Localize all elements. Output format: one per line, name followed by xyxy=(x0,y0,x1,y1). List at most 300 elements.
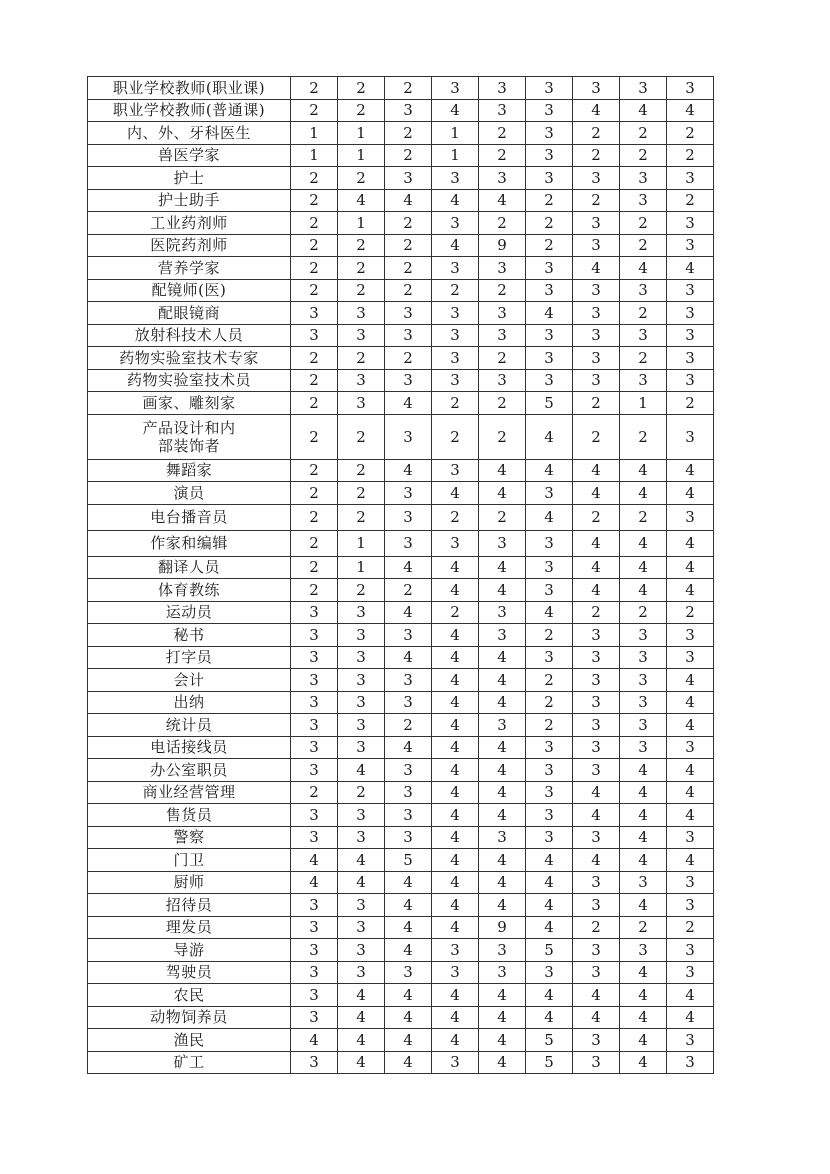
score-cell: 3 xyxy=(479,939,526,962)
score-cell: 3 xyxy=(338,646,385,669)
score-cell: 3 xyxy=(432,1051,479,1074)
score-cell: 4 xyxy=(432,804,479,827)
score-cell: 3 xyxy=(526,144,573,167)
score-cell: 9 xyxy=(479,234,526,257)
table-row xyxy=(88,189,714,212)
occupation-name-cell: 售货员 xyxy=(88,804,291,827)
score-cell: 3 xyxy=(526,826,573,849)
score-cell: 3 xyxy=(573,324,620,347)
score-cell: 4 xyxy=(620,482,667,505)
score-cell: 3 xyxy=(291,714,338,737)
score-cell: 3 xyxy=(573,77,620,100)
table-row xyxy=(88,167,714,190)
score-cell: 3 xyxy=(573,759,620,782)
score-cell: 2 xyxy=(479,392,526,415)
score-cell: 2 xyxy=(385,347,432,370)
score-cell: 3 xyxy=(479,961,526,984)
table-row xyxy=(88,77,714,100)
score-cell: 3 xyxy=(667,77,714,100)
score-cell: 4 xyxy=(385,459,432,482)
score-cell: 2 xyxy=(573,144,620,167)
score-cell: 3 xyxy=(479,369,526,392)
score-cell: 4 xyxy=(432,826,479,849)
score-cell: 2 xyxy=(291,369,338,392)
score-cell: 4 xyxy=(573,99,620,122)
score-cell: 2 xyxy=(291,212,338,235)
score-cell: 4 xyxy=(385,1006,432,1029)
score-cell: 4 xyxy=(291,1029,338,1052)
score-cell: 3 xyxy=(291,601,338,624)
score-cell: 4 xyxy=(479,482,526,505)
score-cell: 3 xyxy=(526,257,573,280)
occupation-name-cell: 渔民 xyxy=(88,1029,291,1052)
table-row xyxy=(88,347,714,370)
score-cell: 3 xyxy=(432,167,479,190)
score-cell: 3 xyxy=(526,77,573,100)
score-cell: 2 xyxy=(291,459,338,482)
score-cell: 2 xyxy=(385,122,432,145)
score-cell: 3 xyxy=(432,530,479,556)
table-row xyxy=(88,1006,714,1029)
score-cell: 2 xyxy=(620,234,667,257)
score-cell: 4 xyxy=(573,556,620,579)
score-cell: 3 xyxy=(385,504,432,530)
score-cell: 3 xyxy=(667,961,714,984)
score-cell: 4 xyxy=(620,781,667,804)
score-cell: 3 xyxy=(385,302,432,325)
score-cell: 4 xyxy=(667,99,714,122)
score-cell: 3 xyxy=(291,826,338,849)
score-cell: 4 xyxy=(573,579,620,602)
score-cell: 4 xyxy=(338,1051,385,1074)
occupation-name-cell: 护士助手 xyxy=(88,189,291,212)
score-cell: 3 xyxy=(573,347,620,370)
score-cell: 3 xyxy=(573,279,620,302)
score-cell: 4 xyxy=(526,984,573,1007)
score-cell: 3 xyxy=(526,324,573,347)
score-cell: 2 xyxy=(291,167,338,190)
score-cell: 4 xyxy=(573,530,620,556)
occupation-name-cell: 动物饲养员 xyxy=(88,1006,291,1029)
score-cell: 4 xyxy=(291,871,338,894)
occupation-name-cell: 体育教练 xyxy=(88,579,291,602)
score-cell: 2 xyxy=(291,392,338,415)
score-cell: 3 xyxy=(291,984,338,1007)
score-cell: 3 xyxy=(432,961,479,984)
score-cell: 3 xyxy=(667,167,714,190)
score-cell: 3 xyxy=(291,961,338,984)
score-cell: 4 xyxy=(385,1029,432,1052)
score-cell: 3 xyxy=(385,167,432,190)
score-cell: 2 xyxy=(620,302,667,325)
score-cell: 4 xyxy=(667,257,714,280)
score-cell: 3 xyxy=(573,691,620,714)
score-cell: 3 xyxy=(385,691,432,714)
score-cell: 2 xyxy=(573,916,620,939)
score-cell: 3 xyxy=(338,804,385,827)
score-cell: 3 xyxy=(291,894,338,917)
occupation-name-cell: 警察 xyxy=(88,826,291,849)
score-cell: 4 xyxy=(620,99,667,122)
score-cell: 3 xyxy=(385,669,432,692)
occupation-name-cell: 医院药剂师 xyxy=(88,234,291,257)
score-cell: 3 xyxy=(338,601,385,624)
score-cell: 3 xyxy=(620,714,667,737)
table-row xyxy=(88,414,714,459)
score-cell: 3 xyxy=(291,669,338,692)
score-cell: 3 xyxy=(338,302,385,325)
occupation-name-cell: 电台播音员 xyxy=(88,504,291,530)
score-cell: 2 xyxy=(338,234,385,257)
score-cell: 3 xyxy=(526,759,573,782)
score-cell: 3 xyxy=(620,871,667,894)
score-cell: 3 xyxy=(479,257,526,280)
score-cell: 4 xyxy=(526,414,573,459)
score-cell: 3 xyxy=(526,556,573,579)
table-row xyxy=(88,624,714,647)
score-cell: 4 xyxy=(479,759,526,782)
score-cell: 3 xyxy=(385,414,432,459)
score-cell: 4 xyxy=(385,556,432,579)
table-row xyxy=(88,99,714,122)
score-cell: 3 xyxy=(620,167,667,190)
score-cell: 3 xyxy=(526,279,573,302)
score-cell: 4 xyxy=(338,189,385,212)
score-cell: 4 xyxy=(432,579,479,602)
score-cell: 3 xyxy=(291,324,338,347)
score-cell: 2 xyxy=(479,414,526,459)
score-cell: 3 xyxy=(479,624,526,647)
score-cell: 2 xyxy=(291,579,338,602)
score-cell: 3 xyxy=(432,77,479,100)
score-cell: 2 xyxy=(291,77,338,100)
score-cell: 4 xyxy=(573,482,620,505)
score-cell: 3 xyxy=(526,646,573,669)
score-cell: 3 xyxy=(385,99,432,122)
score-cell: 3 xyxy=(667,736,714,759)
score-cell: 3 xyxy=(667,347,714,370)
score-cell: 4 xyxy=(385,601,432,624)
score-cell: 3 xyxy=(573,939,620,962)
score-cell: 2 xyxy=(338,459,385,482)
table-row xyxy=(88,714,714,737)
score-cell: 2 xyxy=(667,144,714,167)
table-row xyxy=(88,302,714,325)
score-cell: 4 xyxy=(432,646,479,669)
score-cell: 3 xyxy=(620,646,667,669)
score-cell: 2 xyxy=(432,601,479,624)
score-cell: 4 xyxy=(620,1006,667,1029)
occupation-name-cell: 电话接线员 xyxy=(88,736,291,759)
score-cell: 4 xyxy=(479,781,526,804)
table-row xyxy=(88,601,714,624)
score-cell: 3 xyxy=(620,669,667,692)
score-cell: 3 xyxy=(573,167,620,190)
score-cell: 3 xyxy=(479,167,526,190)
occupation-name-cell: 统计员 xyxy=(88,714,291,737)
score-cell: 4 xyxy=(479,1006,526,1029)
score-cell: 2 xyxy=(291,279,338,302)
score-cell: 4 xyxy=(667,482,714,505)
table-row xyxy=(88,984,714,1007)
score-cell: 3 xyxy=(385,961,432,984)
score-cell: 4 xyxy=(573,781,620,804)
score-cell: 4 xyxy=(432,759,479,782)
score-cell: 4 xyxy=(667,781,714,804)
occupation-name-cell: 矿工 xyxy=(88,1051,291,1074)
score-cell: 4 xyxy=(479,894,526,917)
score-cell: 3 xyxy=(385,482,432,505)
score-cell: 3 xyxy=(620,189,667,212)
score-cell: 3 xyxy=(667,324,714,347)
score-cell: 2 xyxy=(385,257,432,280)
score-cell: 4 xyxy=(620,804,667,827)
score-cell: 2 xyxy=(479,504,526,530)
score-cell: 2 xyxy=(526,189,573,212)
occupation-name-cell: 商业经营管理 xyxy=(88,781,291,804)
score-cell: 1 xyxy=(432,144,479,167)
occupation-name-cell: 翻译人员 xyxy=(88,556,291,579)
table-row xyxy=(88,916,714,939)
occupation-name-cell: 驾驶员 xyxy=(88,961,291,984)
score-cell: 3 xyxy=(385,759,432,782)
score-cell: 3 xyxy=(432,347,479,370)
score-cell: 3 xyxy=(667,894,714,917)
score-cell: 3 xyxy=(620,324,667,347)
score-cell: 2 xyxy=(291,189,338,212)
score-cell: 4 xyxy=(385,392,432,415)
score-cell: 4 xyxy=(432,669,479,692)
score-cell: 4 xyxy=(432,781,479,804)
score-cell: 3 xyxy=(479,530,526,556)
score-cell: 4 xyxy=(573,984,620,1007)
occupation-name-cell: 出纳 xyxy=(88,691,291,714)
table-row xyxy=(88,579,714,602)
score-cell: 2 xyxy=(667,392,714,415)
score-cell: 1 xyxy=(338,556,385,579)
score-cell: 3 xyxy=(573,234,620,257)
score-cell: 5 xyxy=(526,1029,573,1052)
score-cell: 2 xyxy=(667,601,714,624)
score-cell: 2 xyxy=(385,234,432,257)
score-cell: 3 xyxy=(667,234,714,257)
score-cell: 4 xyxy=(667,984,714,1007)
occupation-name-cell: 药物实验室技术专家 xyxy=(88,347,291,370)
score-cell: 2 xyxy=(526,691,573,714)
score-cell: 3 xyxy=(573,894,620,917)
occupation-name-cell: 理发员 xyxy=(88,916,291,939)
score-cell: 2 xyxy=(620,212,667,235)
score-cell: 3 xyxy=(291,691,338,714)
score-cell: 2 xyxy=(291,414,338,459)
score-cell: 4 xyxy=(573,804,620,827)
occupation-name-cell: 职业学校教师(职业课) xyxy=(88,77,291,100)
score-cell: 4 xyxy=(385,736,432,759)
score-cell: 3 xyxy=(620,624,667,647)
score-cell: 4 xyxy=(526,916,573,939)
score-cell: 2 xyxy=(338,482,385,505)
score-cell: 2 xyxy=(526,669,573,692)
score-cell: 4 xyxy=(338,1029,385,1052)
score-cell: 2 xyxy=(385,144,432,167)
table-row xyxy=(88,826,714,849)
score-cell: 1 xyxy=(291,122,338,145)
table-row xyxy=(88,646,714,669)
table-row xyxy=(88,781,714,804)
score-cell: 1 xyxy=(338,122,385,145)
occupation-name-cell: 作家和编辑 xyxy=(88,530,291,556)
score-cell: 2 xyxy=(526,234,573,257)
score-cell: 3 xyxy=(667,369,714,392)
table-row xyxy=(88,939,714,962)
score-cell: 4 xyxy=(479,984,526,1007)
score-cell: 3 xyxy=(432,257,479,280)
table-row xyxy=(88,144,714,167)
score-cell: 2 xyxy=(291,347,338,370)
table-row xyxy=(88,736,714,759)
score-cell: 2 xyxy=(479,144,526,167)
score-cell: 4 xyxy=(432,99,479,122)
score-cell: 3 xyxy=(667,939,714,962)
score-cell: 4 xyxy=(432,894,479,917)
score-cell: 3 xyxy=(338,939,385,962)
score-cell: 4 xyxy=(432,1029,479,1052)
score-cell: 2 xyxy=(291,504,338,530)
score-cell: 2 xyxy=(667,122,714,145)
score-cell: 3 xyxy=(526,482,573,505)
score-cell: 3 xyxy=(620,736,667,759)
table-row xyxy=(88,459,714,482)
score-cell: 2 xyxy=(620,601,667,624)
score-cell: 3 xyxy=(667,871,714,894)
score-cell: 3 xyxy=(667,1029,714,1052)
score-cell: 4 xyxy=(432,624,479,647)
score-cell: 3 xyxy=(338,324,385,347)
score-cell: 2 xyxy=(620,122,667,145)
score-cell: 3 xyxy=(385,324,432,347)
score-cell: 3 xyxy=(338,624,385,647)
score-cell: 2 xyxy=(573,392,620,415)
occupation-name-cell: 秘书 xyxy=(88,624,291,647)
score-cell: 4 xyxy=(479,579,526,602)
score-cell: 4 xyxy=(479,849,526,872)
table-row xyxy=(88,894,714,917)
score-cell: 2 xyxy=(291,234,338,257)
score-cell: 1 xyxy=(338,530,385,556)
occupation-name-cell: 画家、雕刻家 xyxy=(88,392,291,415)
score-cell: 4 xyxy=(385,646,432,669)
score-cell: 4 xyxy=(338,1006,385,1029)
score-cell: 2 xyxy=(479,122,526,145)
score-cell: 2 xyxy=(573,189,620,212)
score-cell: 2 xyxy=(432,414,479,459)
score-cell: 2 xyxy=(291,257,338,280)
score-cell: 4 xyxy=(526,871,573,894)
occupation-name-cell: 运动员 xyxy=(88,601,291,624)
score-cell: 3 xyxy=(526,530,573,556)
score-cell: 4 xyxy=(667,849,714,872)
score-cell: 3 xyxy=(385,369,432,392)
score-cell: 4 xyxy=(620,530,667,556)
score-cell: 3 xyxy=(526,579,573,602)
table-row xyxy=(88,324,714,347)
table-row xyxy=(88,234,714,257)
score-cell: 3 xyxy=(291,939,338,962)
score-cell: 4 xyxy=(667,669,714,692)
table-row xyxy=(88,257,714,280)
score-cell: 3 xyxy=(573,826,620,849)
score-cell: 4 xyxy=(620,759,667,782)
score-cell: 4 xyxy=(479,669,526,692)
score-cell: 3 xyxy=(385,530,432,556)
score-cell: 4 xyxy=(432,871,479,894)
score-cell: 4 xyxy=(291,849,338,872)
occupation-name-cell: 会计 xyxy=(88,669,291,692)
score-cell: 2 xyxy=(338,504,385,530)
score-cell: 2 xyxy=(620,144,667,167)
score-cell: 3 xyxy=(526,99,573,122)
score-cell: 4 xyxy=(667,556,714,579)
score-cell: 2 xyxy=(573,414,620,459)
score-cell: 3 xyxy=(291,916,338,939)
score-cell: 3 xyxy=(338,369,385,392)
score-cell: 4 xyxy=(479,189,526,212)
score-cell: 2 xyxy=(338,781,385,804)
score-cell: 3 xyxy=(573,302,620,325)
score-cell: 4 xyxy=(620,579,667,602)
score-cell: 4 xyxy=(432,1006,479,1029)
score-cell: 4 xyxy=(385,916,432,939)
score-cell: 2 xyxy=(573,504,620,530)
score-cell: 4 xyxy=(432,482,479,505)
score-cell: 9 xyxy=(479,916,526,939)
score-cell: 3 xyxy=(667,279,714,302)
score-cell: 3 xyxy=(620,369,667,392)
score-cell: 4 xyxy=(573,459,620,482)
score-cell: 4 xyxy=(526,459,573,482)
score-cell: 3 xyxy=(385,624,432,647)
score-cell: 2 xyxy=(667,189,714,212)
score-cell: 3 xyxy=(432,369,479,392)
score-cell: 3 xyxy=(338,736,385,759)
score-cell: 1 xyxy=(620,392,667,415)
score-cell: 4 xyxy=(620,826,667,849)
occupation-name-cell: 舞蹈家 xyxy=(88,459,291,482)
score-cell: 4 xyxy=(620,961,667,984)
score-cell: 2 xyxy=(291,556,338,579)
score-cell: 3 xyxy=(667,414,714,459)
score-cell: 4 xyxy=(573,849,620,872)
occupation-name-cell: 门卫 xyxy=(88,849,291,872)
score-cell: 2 xyxy=(385,714,432,737)
table-row xyxy=(88,804,714,827)
score-cell: 2 xyxy=(338,347,385,370)
occupation-name-cell: 办公室职员 xyxy=(88,759,291,782)
table-row xyxy=(88,482,714,505)
score-cell: 3 xyxy=(573,646,620,669)
score-cell: 3 xyxy=(291,804,338,827)
score-cell: 3 xyxy=(667,212,714,235)
score-cell: 4 xyxy=(432,234,479,257)
score-cell: 3 xyxy=(291,624,338,647)
score-cell: 3 xyxy=(291,1006,338,1029)
score-cell: 2 xyxy=(479,347,526,370)
score-cell: 2 xyxy=(338,414,385,459)
score-cell: 3 xyxy=(573,669,620,692)
table-row xyxy=(88,504,714,530)
score-cell: 4 xyxy=(667,759,714,782)
score-cell: 5 xyxy=(385,849,432,872)
